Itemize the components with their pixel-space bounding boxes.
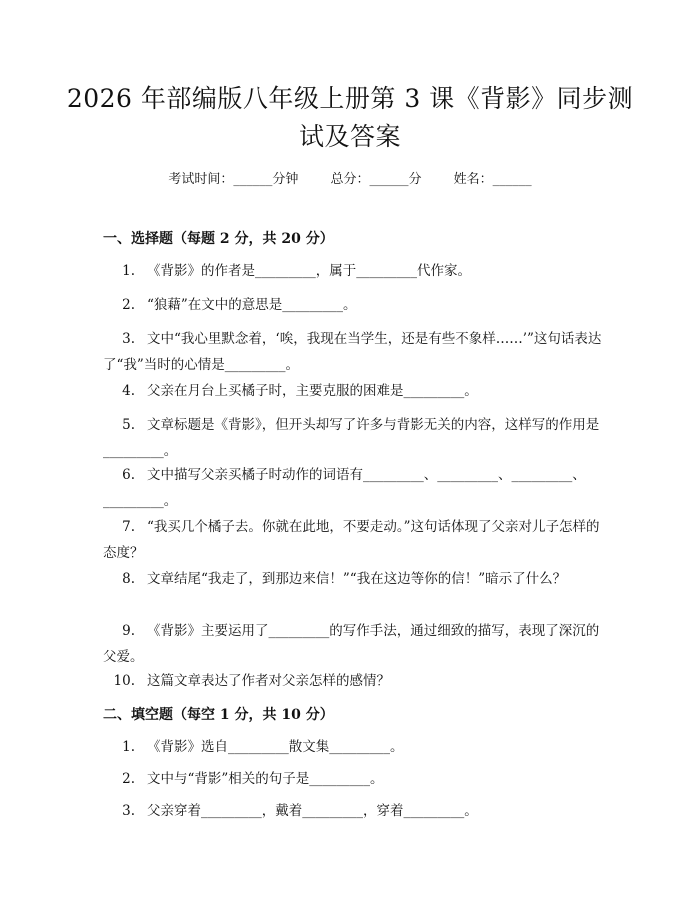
question-number: 4. <box>122 383 135 399</box>
question-number: 1. <box>122 263 135 279</box>
question-item <box>103 566 603 592</box>
question-text: 文中描写父亲买橘子时动作的词语有_________、_________、_________、_________。 <box>103 467 586 509</box>
question-item <box>103 378 603 404</box>
section-heading-choice: 一、选择题（每题 2 分，共 20 分） <box>103 231 334 247</box>
question-text: 父亲在月台上买橘子时，主要克服的困难是_________。 <box>147 383 478 399</box>
question-item <box>103 292 603 318</box>
exam-name: 姓名：______ <box>453 172 532 187</box>
page-title: 2026 年部编版八年级上册第 3 课《背影》同步测试及答案 <box>66 84 634 151</box>
question-number: 8. <box>122 571 135 587</box>
question-text: 《背影》主要运用了_________的写作手法，通过细致的描写，表现了深沉的父爱。 <box>103 623 600 665</box>
question-text: 文章结尾“我走了，到那边来信！”“我在这边等你的信！”暗示了什么？ <box>147 571 567 587</box>
question-text: 父亲穿着_________，戴着_________，穿着_________。 <box>147 803 478 819</box>
question-number: 6. <box>122 467 135 483</box>
question-number: 3. <box>122 803 135 819</box>
question-text: 《背影》选自_________散文集_________。 <box>147 739 404 755</box>
question-text: 这篇文章表达了作者对父亲怎样的感情？ <box>147 673 390 689</box>
question-item <box>103 258 603 284</box>
question-item <box>103 514 603 566</box>
question-item <box>103 766 603 792</box>
question-item <box>103 462 603 514</box>
question-text: “狼藉”在文中的意思是_________。 <box>147 297 357 313</box>
question-item <box>103 326 603 378</box>
question-number: 9. <box>122 623 135 639</box>
question-text: 《背影》的作者是_________，属于_________代作家。 <box>147 263 471 279</box>
question-text: 文中与“背影”相关的句子是_________。 <box>147 771 384 787</box>
question-number: 1. <box>122 739 135 755</box>
question-number: 10. <box>113 673 135 689</box>
question-item <box>103 734 603 760</box>
section-heading-fill: 二、填空题（每空 1 分，共 10 分） <box>103 707 334 723</box>
exam-meta <box>0 168 700 187</box>
question-number: 2. <box>122 297 135 313</box>
question-item <box>103 668 603 694</box>
question-number: 5. <box>122 417 135 433</box>
question-item <box>103 798 603 824</box>
question-item <box>103 618 603 670</box>
question-number: 2. <box>122 771 135 787</box>
question-number: 7. <box>122 519 135 535</box>
question-text: 文章标题是《背影》，但开头却写了许多与背影无关的内容，这样写的作用是_________。 <box>103 417 600 459</box>
exam-score: 总分：______分 <box>330 172 422 187</box>
question-text: 文中“我心里默念着，‘唉，我现在当学生，还是有些不象样……’”这句话表达了“我”当时的心情是_________。 <box>103 331 602 373</box>
question-number: 3. <box>122 331 135 347</box>
question-item <box>103 412 603 464</box>
question-text: “我买几个橘子去。你就在此地，不要走动。”这句话体现了父亲对儿子怎样的态度？ <box>103 519 600 561</box>
exam-time: 考试时间：______分钟 <box>168 172 299 187</box>
